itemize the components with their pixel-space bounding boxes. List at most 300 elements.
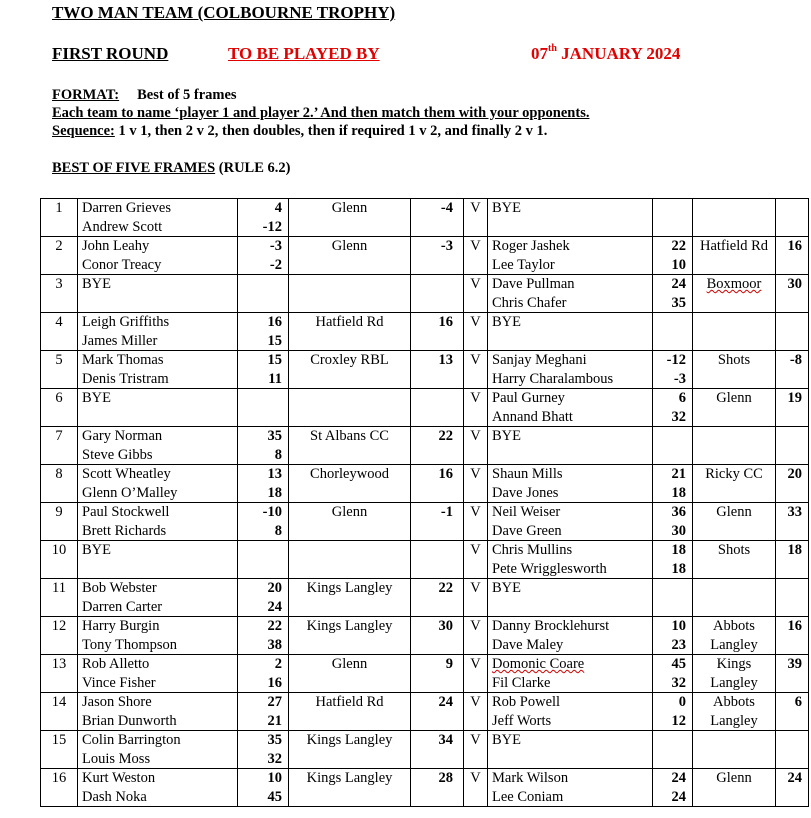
- versus-label: V: [470, 694, 481, 710]
- match-number-cell: [41, 313, 78, 351]
- match-row: [41, 617, 809, 655]
- home-scores-cell: [238, 731, 289, 769]
- away-total-cell: [776, 579, 809, 617]
- away-total: 16: [787, 618, 802, 634]
- away-score-2: -3: [673, 370, 686, 387]
- away-total-cell: [776, 693, 809, 731]
- away-club-cell: [693, 769, 776, 807]
- away-total-cell: [776, 389, 809, 427]
- home-total-cell: [411, 313, 464, 351]
- home-club-cell: [289, 313, 411, 351]
- home-total: -4: [440, 200, 453, 216]
- home-player-2: Brian Dunworth: [82, 712, 177, 729]
- match-number-cell: [41, 465, 78, 503]
- home-total-cell: [411, 427, 464, 465]
- home-club-cell: [289, 427, 411, 465]
- away-total-cell: [776, 655, 809, 693]
- home-total: 24: [438, 694, 453, 710]
- away-players-cell: [488, 655, 653, 693]
- date-suffix: th: [548, 43, 557, 54]
- home-total-cell: [411, 693, 464, 731]
- home-score-2: 38: [267, 636, 282, 653]
- match-row: [41, 351, 809, 389]
- match-number-cell: [41, 199, 78, 237]
- home-club-cell: [289, 465, 411, 503]
- home-total-cell: [411, 769, 464, 807]
- match-number: 14: [51, 694, 67, 710]
- versus-label: V: [470, 580, 481, 596]
- home-player-1: Jason Shore: [82, 694, 152, 710]
- versus-label: V: [470, 504, 481, 520]
- home-player-1: Bob Webster: [82, 580, 157, 596]
- away-score-2: 23: [671, 636, 686, 653]
- away-club: Glenn: [716, 770, 752, 786]
- home-club: Croxley RBL: [310, 352, 389, 368]
- home-players-cell: [78, 313, 238, 351]
- match-number: 9: [55, 504, 63, 520]
- home-scores-cell: [238, 313, 289, 351]
- home-club: St Albans CC: [310, 428, 389, 444]
- match-row: [41, 655, 809, 693]
- home-club: Glenn: [331, 656, 368, 672]
- deadline-label: TO BE PLAYED BY: [228, 44, 380, 63]
- home-player-1: Darren Grieves: [82, 200, 171, 216]
- home-scores-cell: [238, 237, 289, 275]
- away-player-1: Chris Mullins: [492, 542, 573, 558]
- home-total-cell: [411, 541, 464, 579]
- home-player-1: Kurt Weston: [82, 770, 156, 786]
- away-club: Abbots Langley: [710, 618, 758, 653]
- home-club: Kings Langley: [306, 732, 393, 748]
- home-total-cell: [411, 275, 464, 313]
- home-players-cell: [78, 237, 238, 275]
- away-player-2: Lee Taylor: [492, 256, 555, 273]
- home-club-cell: [289, 199, 411, 237]
- home-club-cell: [289, 693, 411, 731]
- versus-label: V: [470, 200, 481, 216]
- home-player-2: Tony Thompson: [82, 636, 177, 653]
- home-scores-cell: [238, 769, 289, 807]
- match-number: 10: [51, 542, 67, 558]
- home-total-cell: [411, 503, 464, 541]
- home-player-1: Rob Alletto: [82, 656, 150, 672]
- match-row: [41, 389, 809, 427]
- away-total: 20: [787, 466, 802, 482]
- away-total: 39: [787, 656, 802, 672]
- away-club-cell: [693, 389, 776, 427]
- home-score-2: 32: [267, 750, 282, 767]
- home-players-cell: [78, 275, 238, 313]
- away-scores-cell: [653, 731, 693, 769]
- home-score-2: 21: [267, 712, 282, 729]
- versus-label: V: [470, 618, 481, 634]
- away-club: Kings Langley: [710, 656, 758, 691]
- versus-label: V: [470, 542, 481, 558]
- away-score-2: 35: [671, 294, 686, 311]
- format-line: [52, 87, 237, 104]
- home-player-2: Darren Carter: [82, 598, 163, 615]
- versus-cell: [464, 313, 488, 351]
- away-scores-cell: [653, 541, 693, 579]
- away-players-cell: [488, 693, 653, 731]
- away-total-cell: [776, 617, 809, 655]
- home-players-cell: [78, 427, 238, 465]
- match-number-cell: [41, 389, 78, 427]
- match-row: [41, 275, 809, 313]
- away-scores-cell: [653, 655, 693, 693]
- match-row: [41, 237, 809, 275]
- away-player-2: Dave Green: [492, 522, 562, 539]
- away-scores-cell: [653, 351, 693, 389]
- home-player-2: Steve Gibbs: [82, 446, 153, 463]
- home-score-2: 24: [267, 598, 282, 615]
- away-score-1: 6: [678, 390, 686, 406]
- away-scores-cell: [653, 199, 693, 237]
- away-club: Abbots Langley: [710, 694, 758, 729]
- away-scores-cell: [653, 389, 693, 427]
- home-player-2: Conor Treacy: [82, 256, 162, 273]
- away-scores-cell: [653, 313, 693, 351]
- away-scores-cell: [653, 465, 693, 503]
- away-club-cell: [693, 693, 776, 731]
- versus-cell: [464, 237, 488, 275]
- home-player-2: James Miller: [82, 332, 158, 349]
- away-score-2: 18: [671, 484, 686, 501]
- home-total: 28: [438, 770, 453, 786]
- away-total-cell: [776, 465, 809, 503]
- versus-cell: [464, 465, 488, 503]
- match-number-cell: [41, 351, 78, 389]
- versus-cell: [464, 693, 488, 731]
- versus-cell: [464, 541, 488, 579]
- versus-cell: [464, 351, 488, 389]
- home-total: 16: [438, 314, 453, 330]
- away-player-1: Roger Jashek: [492, 238, 570, 254]
- match-number: 7: [55, 428, 63, 444]
- away-scores-cell: [653, 427, 693, 465]
- home-scores-cell: [238, 541, 289, 579]
- home-player-1: Harry Burgin: [82, 618, 160, 634]
- match-number: 15: [51, 732, 67, 748]
- match-number-cell: [41, 769, 78, 807]
- home-player-1: Paul Stockwell: [82, 504, 170, 520]
- match-row: [41, 693, 809, 731]
- home-club-cell: [289, 731, 411, 769]
- away-players-cell: [488, 617, 653, 655]
- home-players-cell: [78, 579, 238, 617]
- home-players-cell: [78, 693, 238, 731]
- versus-label: V: [470, 656, 481, 672]
- draw-table: [40, 198, 809, 807]
- match-row: [41, 731, 809, 769]
- away-club-cell: [693, 465, 776, 503]
- home-club-cell: [289, 769, 411, 807]
- away-club: Glenn: [716, 504, 752, 520]
- away-player-1: Rob Powell: [492, 694, 561, 710]
- deadline-date: [531, 44, 680, 64]
- home-score-1: 20: [267, 580, 282, 596]
- home-club-cell: [289, 655, 411, 693]
- away-club: Boxmoor: [706, 276, 762, 292]
- away-total: 16: [787, 238, 802, 254]
- home-scores-cell: [238, 503, 289, 541]
- away-players-cell: [488, 199, 653, 237]
- away-total-cell: [776, 313, 809, 351]
- home-score-1: 35: [267, 732, 282, 748]
- home-total: 9: [445, 656, 453, 672]
- date-rest: JANUARY 2024: [556, 44, 681, 63]
- home-scores-cell: [238, 389, 289, 427]
- home-score-1: 2: [274, 656, 282, 672]
- away-player-1: BYE: [492, 200, 521, 216]
- match-number: 13: [51, 656, 67, 672]
- match-number-cell: [41, 427, 78, 465]
- home-club-cell: [289, 617, 411, 655]
- home-total-cell: [411, 579, 464, 617]
- versus-cell: [464, 199, 488, 237]
- home-scores-cell: [238, 579, 289, 617]
- home-score-1: -3: [269, 238, 282, 254]
- home-score-1: 27: [267, 694, 282, 710]
- home-total-cell: [411, 731, 464, 769]
- away-player-2: Harry Charalambous: [492, 370, 614, 387]
- away-club-cell: [693, 351, 776, 389]
- home-total: 30: [438, 618, 453, 634]
- match-number: 6: [55, 390, 63, 406]
- away-club-cell: [693, 313, 776, 351]
- home-players-cell: [78, 199, 238, 237]
- home-score-1: 4: [274, 200, 282, 216]
- home-score-1: 22: [267, 618, 282, 634]
- sequence-label: Sequence:: [52, 123, 115, 139]
- away-score-2: 12: [671, 712, 686, 729]
- away-player-1: Sanjay Meghani: [492, 352, 587, 368]
- home-score-2: -12: [262, 218, 282, 235]
- document-title: TWO MAN TEAM (COLBOURNE TROPHY): [52, 3, 396, 22]
- away-score-2: 32: [671, 408, 686, 425]
- rule-line: [52, 160, 290, 177]
- home-player-2: Denis Tristram: [82, 370, 169, 387]
- home-club-cell: [289, 351, 411, 389]
- home-total: 34: [438, 732, 453, 748]
- away-total-cell: [776, 427, 809, 465]
- away-scores-cell: [653, 503, 693, 541]
- away-total-cell: [776, 769, 809, 807]
- away-players-cell: [488, 275, 653, 313]
- home-player-1: BYE: [82, 390, 111, 406]
- home-club-cell: [289, 579, 411, 617]
- versus-label: V: [470, 276, 481, 292]
- away-scores-cell: [653, 579, 693, 617]
- date-day: 07: [531, 44, 548, 63]
- away-players-cell: [488, 351, 653, 389]
- match-number: 5: [55, 352, 63, 368]
- match-number: 11: [52, 580, 66, 596]
- away-club-cell: [693, 579, 776, 617]
- away-player-1: Mark Wilson: [492, 770, 569, 786]
- away-player-2: Pete Wrigglesworth: [492, 560, 607, 577]
- match-number-cell: [41, 655, 78, 693]
- home-player-1: Leigh Griffiths: [82, 314, 170, 330]
- away-player-2: Fil Clarke: [492, 674, 551, 691]
- away-total-cell: [776, 731, 809, 769]
- home-scores-cell: [238, 693, 289, 731]
- away-club-cell: [693, 731, 776, 769]
- away-players-cell: [488, 503, 653, 541]
- away-score-1: 21: [671, 466, 686, 482]
- away-total-cell: [776, 199, 809, 237]
- away-club-cell: [693, 275, 776, 313]
- match-number: 12: [51, 618, 67, 634]
- versus-label: V: [470, 770, 481, 786]
- away-score-2: 30: [671, 522, 686, 539]
- away-players-cell: [488, 427, 653, 465]
- versus-cell: [464, 731, 488, 769]
- away-score-2: 32: [671, 674, 686, 691]
- versus-cell: [464, 503, 488, 541]
- match-number-cell: [41, 579, 78, 617]
- home-player-2: Brett Richards: [82, 522, 167, 539]
- round-label: FIRST ROUND: [52, 44, 169, 63]
- home-players-cell: [78, 617, 238, 655]
- home-score-2: 45: [267, 788, 282, 805]
- versus-label: V: [470, 238, 481, 254]
- home-score-2: 16: [267, 674, 282, 691]
- home-players-cell: [78, 351, 238, 389]
- match-row: [41, 427, 809, 465]
- match-number-cell: [41, 503, 78, 541]
- home-player-1: Mark Thomas: [82, 352, 164, 368]
- away-players-cell: [488, 389, 653, 427]
- away-score-1: 10: [671, 618, 686, 634]
- away-total-cell: [776, 541, 809, 579]
- away-players-cell: [488, 541, 653, 579]
- home-players-cell: [78, 503, 238, 541]
- away-player-2: Lee Coniam: [492, 788, 564, 805]
- home-total: 22: [438, 428, 453, 444]
- away-scores-cell: [653, 617, 693, 655]
- home-club: Glenn: [331, 504, 368, 520]
- match-number-cell: [41, 275, 78, 313]
- home-total-cell: [411, 351, 464, 389]
- home-total: -3: [440, 238, 453, 254]
- home-score-1: 16: [267, 314, 282, 330]
- home-scores-cell: [238, 655, 289, 693]
- home-scores-cell: [238, 351, 289, 389]
- versus-label: V: [470, 428, 481, 444]
- away-score-1: 0: [678, 694, 686, 710]
- home-total-cell: [411, 237, 464, 275]
- home-player-1: BYE: [82, 276, 111, 292]
- versus-label: V: [470, 352, 481, 368]
- away-club: Glenn: [716, 390, 752, 406]
- home-score-2: 11: [268, 370, 282, 387]
- home-scores-cell: [238, 465, 289, 503]
- match-row: [41, 541, 809, 579]
- versus-cell: [464, 769, 488, 807]
- away-total-cell: [776, 503, 809, 541]
- home-club: Kings Langley: [306, 770, 393, 786]
- home-player-1: John Leahy: [82, 238, 150, 254]
- away-club: Ricky CC: [705, 466, 763, 482]
- home-players-cell: [78, 655, 238, 693]
- home-player-2: Andrew Scott: [82, 218, 163, 235]
- home-total-cell: [411, 655, 464, 693]
- home-club: Kings Langley: [306, 580, 393, 596]
- away-club-cell: [693, 237, 776, 275]
- away-player-1: BYE: [492, 732, 521, 748]
- away-player-2: Chris Chafer: [492, 294, 567, 311]
- home-total-cell: [411, 389, 464, 427]
- away-total: 33: [787, 504, 802, 520]
- away-player-2: Annand Bhatt: [492, 408, 573, 425]
- away-score-1: -12: [666, 352, 686, 368]
- match-number: 8: [55, 466, 63, 482]
- away-score-1: 36: [671, 504, 686, 520]
- versus-cell: [464, 617, 488, 655]
- away-club-cell: [693, 541, 776, 579]
- away-scores-cell: [653, 693, 693, 731]
- home-total: 16: [438, 466, 453, 482]
- away-player-1: BYE: [492, 580, 521, 596]
- match-number-cell: [41, 541, 78, 579]
- away-player-1: Neil Weiser: [492, 504, 561, 520]
- match-row: [41, 313, 809, 351]
- home-total-cell: [411, 465, 464, 503]
- home-club-cell: [289, 389, 411, 427]
- versus-cell: [464, 579, 488, 617]
- match-row: [41, 199, 809, 237]
- versus-label: V: [470, 732, 481, 748]
- away-player-2: Jeff Worts: [492, 712, 552, 729]
- home-club-cell: [289, 237, 411, 275]
- home-club: Kings Langley: [306, 618, 393, 634]
- away-club-cell: [693, 617, 776, 655]
- away-scores-cell: [653, 237, 693, 275]
- home-total-cell: [411, 199, 464, 237]
- match-number: 4: [55, 314, 63, 330]
- home-club: Glenn: [331, 238, 368, 254]
- home-club: Glenn: [331, 200, 368, 216]
- away-players-cell: [488, 579, 653, 617]
- away-total-cell: [776, 237, 809, 275]
- home-score-2: -2: [269, 256, 282, 273]
- away-player-1: Paul Gurney: [492, 390, 565, 406]
- versus-cell: [464, 389, 488, 427]
- home-scores-cell: [238, 427, 289, 465]
- away-players-cell: [488, 731, 653, 769]
- away-score-1: 45: [671, 656, 686, 672]
- versus-cell: [464, 275, 488, 313]
- away-club-cell: [693, 503, 776, 541]
- home-score-1: 35: [267, 428, 282, 444]
- away-player-2: Dave Jones: [492, 484, 559, 501]
- home-scores-cell: [238, 199, 289, 237]
- match-number: 16: [51, 770, 67, 786]
- home-score-2: 8: [274, 446, 282, 463]
- home-scores-cell: [238, 617, 289, 655]
- match-number: 1: [55, 200, 63, 216]
- away-players-cell: [488, 465, 653, 503]
- home-players-cell: [78, 731, 238, 769]
- rule-value: (RULE 6.2): [215, 160, 291, 176]
- sequence-value: 1 v 1, then 2 v 2, then doubles, then if required 1 v 2, and finally 2 v 1.: [114, 123, 548, 139]
- home-score-1: 13: [267, 466, 282, 482]
- away-player-1: Shaun Mills: [492, 466, 563, 482]
- home-players-cell: [78, 389, 238, 427]
- home-score-1: 10: [267, 770, 282, 786]
- home-club-cell: [289, 541, 411, 579]
